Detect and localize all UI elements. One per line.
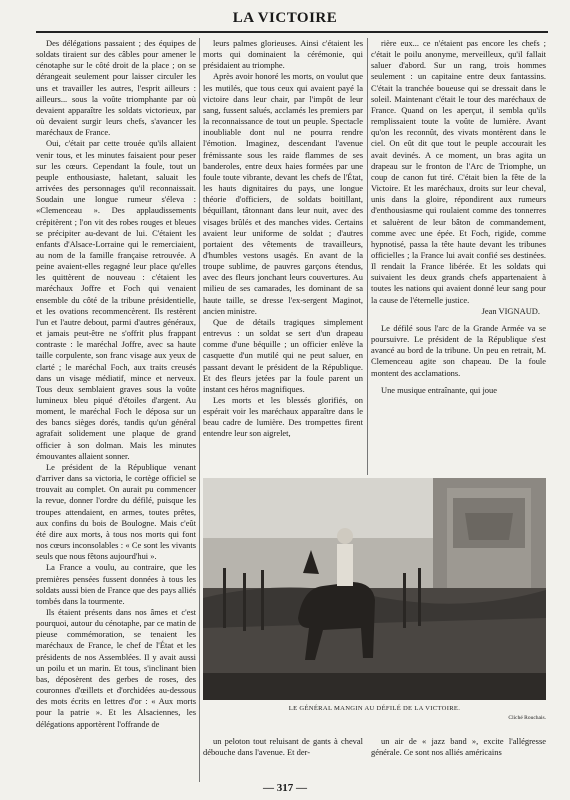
author-signature: Jean VIGNAUD. bbox=[481, 305, 540, 316]
paragraph: Des délégations passaient ; des équipes de soldats tiraient sur des câbles pour amener le cénotaphe sur le côté droit de la place ; on se dérangeait seulement pour laisser circuler les uns et travailler les autres, l'esprit ailleurs : ailleurs... sous la voûte triomphante par où devaient apparaître les soldats victorieux, par où devaient surgir leurs chefs, s'avancer les maréchaux de France. bbox=[36, 38, 196, 138]
paragraph: Les morts et les blessés glorifiés, on espérait voir les maréchaux apparaître dans le beau cadre de lumière. Des trompettes firent entendre leur son aigrelet, bbox=[203, 395, 363, 439]
page-title: LA VICTOIRE bbox=[232, 10, 338, 26]
column-divider bbox=[367, 38, 368, 475]
article-column-2-continued bbox=[203, 736, 363, 780]
article-column-3-continued bbox=[371, 736, 546, 780]
photo-credit: Cliché Rouchais. bbox=[508, 715, 546, 721]
column-divider bbox=[199, 38, 200, 782]
paragraph: Que de détails tragiques simplement entrevus : un soldat se sert d'un drapeau comme d'une béquille ; un officier enlève la casquette d'un mutilé qui ne peut saluer, en passant devant le président de la République. Et des fleurs jetées par la foule parent un instant ces héros magnifiques. bbox=[203, 316, 363, 394]
paragraph: La France a voulu, au contraire, que les premières pensées fussent données à tous les soldats aussi bien de France que des pays alliés tombés dans la tourmente. bbox=[36, 562, 196, 606]
paragraph: leurs palmes glorieuses. Ainsi c'étaient les morts qui dominaient la cérémonie, qui présidaient au triomphe. bbox=[203, 38, 363, 71]
paragraph: Oui, c'était par cette trouée qu'ils allaient venir tous, et les minutes faisaient pour peser sur les cœurs. Cependant la foule, tout un peuple enthousiaste, haletant, saluait les arrivées des personnages qu'il reconnaissait. Soudain une longue rumeur s'éleva : «Clemenceau ». Des applaudissements crépitèrent ; l'on vit des robes rouges et bleues se précipiter au-devant de lui. C'étaient les enfants d'Alsace-Lorraine qui le remerciaient, au nom de la famille française retrouvée. A peine avaient-elles regagné leur place qu'elles les quittèrent de nouveau : c'étaient les maréchaux Joffre et Foch qui venaient ensemble du côté de la tribune présidentielle, et les ovations recommencèrent. Ils restèrent l'un et l'autre debout, parmi d'autres généraux, et jamais peut-être ne s'offrit plus frappant contraste : le maréchal Joffre, avec sa haute taille corpulente, son franc visage aux yeux de clarté ; le maréchal Foch, aux traits creusés dans un visage médiatif, mince et nerveux. Tous deux semblaient graves sous la voûte lumineux bleu piqué d'étoiles d'argent. Au moment, le maréchal Foch le déposa sur un des bancs sièges dorés, tandis qu'un général agrafait solidement une plaque de grand officier à son dolman. Mais les minutes émouvantes allaient sonner. bbox=[36, 138, 196, 461]
paragraph: Le défilé sous l'arc de la Grande Armée va se poursuivre. Le président de la République s'est avancé au bord de la tribune. Un peu en retrait, M. Clemenceau agite son chapeau. De la foule montent des acclamations. bbox=[371, 322, 546, 378]
photo-caption: LE GÉNÉRAL MANGIN AU DÉFILÉ DE LA VICTOIRE. bbox=[288, 705, 461, 712]
article-column-3 bbox=[371, 38, 546, 475]
paragraph: un peloton tout reluisant de gants à cheval débouche dans l'avenue. Et der- bbox=[203, 736, 363, 758]
paragraph: Ils étaient présents dans nos âmes et c'est pourquoi, autour du cénotaphe, par ce matin de pieuse commémoration, se tenaient les maréchaux de France, le chef de l'État et les présidents de nos Assemblées. Il y avait aussi un poilu et un marin. Et tous, s'inclinant bien bas, déposèrent des gerbes de roses, des couronnes d'œillets et d'orchidées au-dessous des mots écrits en lettres d'or : « Aux morts pour la patrie ». Et les Alsaciennes, les délégations apportèrent l'offrande de bbox=[36, 606, 196, 729]
article-column-2 bbox=[203, 38, 363, 475]
article-column-1 bbox=[36, 38, 196, 782]
paragraph: Une musique entraînante, qui joue bbox=[381, 384, 497, 395]
paragraph: Après avoir honoré les morts, on voulut que les mutilés, que tous ceux qui avaient payé la victoire dans leur chair, par l'impôt de leur sang, fussent salués, acclamés les premiers par la reconnaissance de tout un peuple. Spectacle inoubliable dont nul ne pourra rendre l'émotion. Imaginez, descendant l'avenue frémissante sous les raide flammes de ses banderoles, entre deux haies formées par une foule toute vibrante, devant les chefs de l'État, les hauts dignitaires du pays, une longue théorie d'officiers, de soldats boitillant, béquillant, tâtonnant dans leur nuit, avec des visages brûlés et des manches vides. Certains avaient leur uniforme de soldat ; d'autres portaient des vêtements de travailleurs, d'humbles vestons usagés. En avant de la troupe sublime, de pauvres garçons étendus, avec des fleurs jonchant leurs couvertures. Au milieu de ses camarades, les dominant de sa haute taille, se dresse l'ex-sergent Maginot, ancien ministre. bbox=[203, 71, 363, 316]
photo-illustration bbox=[203, 478, 546, 700]
header-rule bbox=[36, 31, 548, 33]
page-header bbox=[0, 10, 570, 27]
paragraph: un air de « jazz band », excite l'allégresse générale. Ce sont nos alliés américains bbox=[371, 736, 546, 758]
photograph-general-mangin bbox=[203, 478, 546, 700]
page-number: — 317 — bbox=[263, 782, 307, 794]
paragraph: rière eux... ce n'étaient pas encore les chefs ; c'était le poilu anonyme, merveilleux, qu'il fallait saluer d'abord. Sur un rang, trois hommes seulement : un capitaine entre deux fantassins. C'était la tranchée boueuse qui se dressait dans le soleil. Maintenant c'était le tour des maréchaux de France. Quand on les aperçut, il sembla qu'ils remplissaient toute la voûte de lumière. Avant qu'on les reconnût, des vivats montèrent dans le ciel. On eût dit que tout le peuple accourait les avait devinés. A ce moment, un bras agita un drapeau sur le fronton de l'Arc de Triomphe, un coup de canon fut tiré. C'était bien la fête de la Victoire. Et les maréchaux, droits sur leur cheval, unis dans la gloire, répondirent aux rumeurs d'enthousiasme qui roulaient comme des tonnerres et saluèrent de leur bâton de commandement, comme avec une épée. Et Foch, rigide, comme hypnotisé, passa la tête haute devant les tribunes officielles ; la France lui avait confié ses destinées. Il rendait la France libérée. Et les soldats qui suivaient les deux grands chefs appartenaient à toutes les nations qui avaient donné leur sang pour la cause de l'éternelle justice. bbox=[371, 38, 546, 305]
paragraph: Le président de la République venant d'arriver dans sa victoria, le cortège officiel se trouvait au complet. On aurait pu commencer la revue, donner l'ordre du défilé, puisque les troupes attendaient, en armes, toutes prêtes, aux confins du bois de Boulogne. Mais c'eût été dire aux morts, à tous nos morts qui font nos cœurs inconsolables : « Ce sont les vivants seuls que nous fêtons aujourd'hui ». bbox=[36, 461, 196, 562]
